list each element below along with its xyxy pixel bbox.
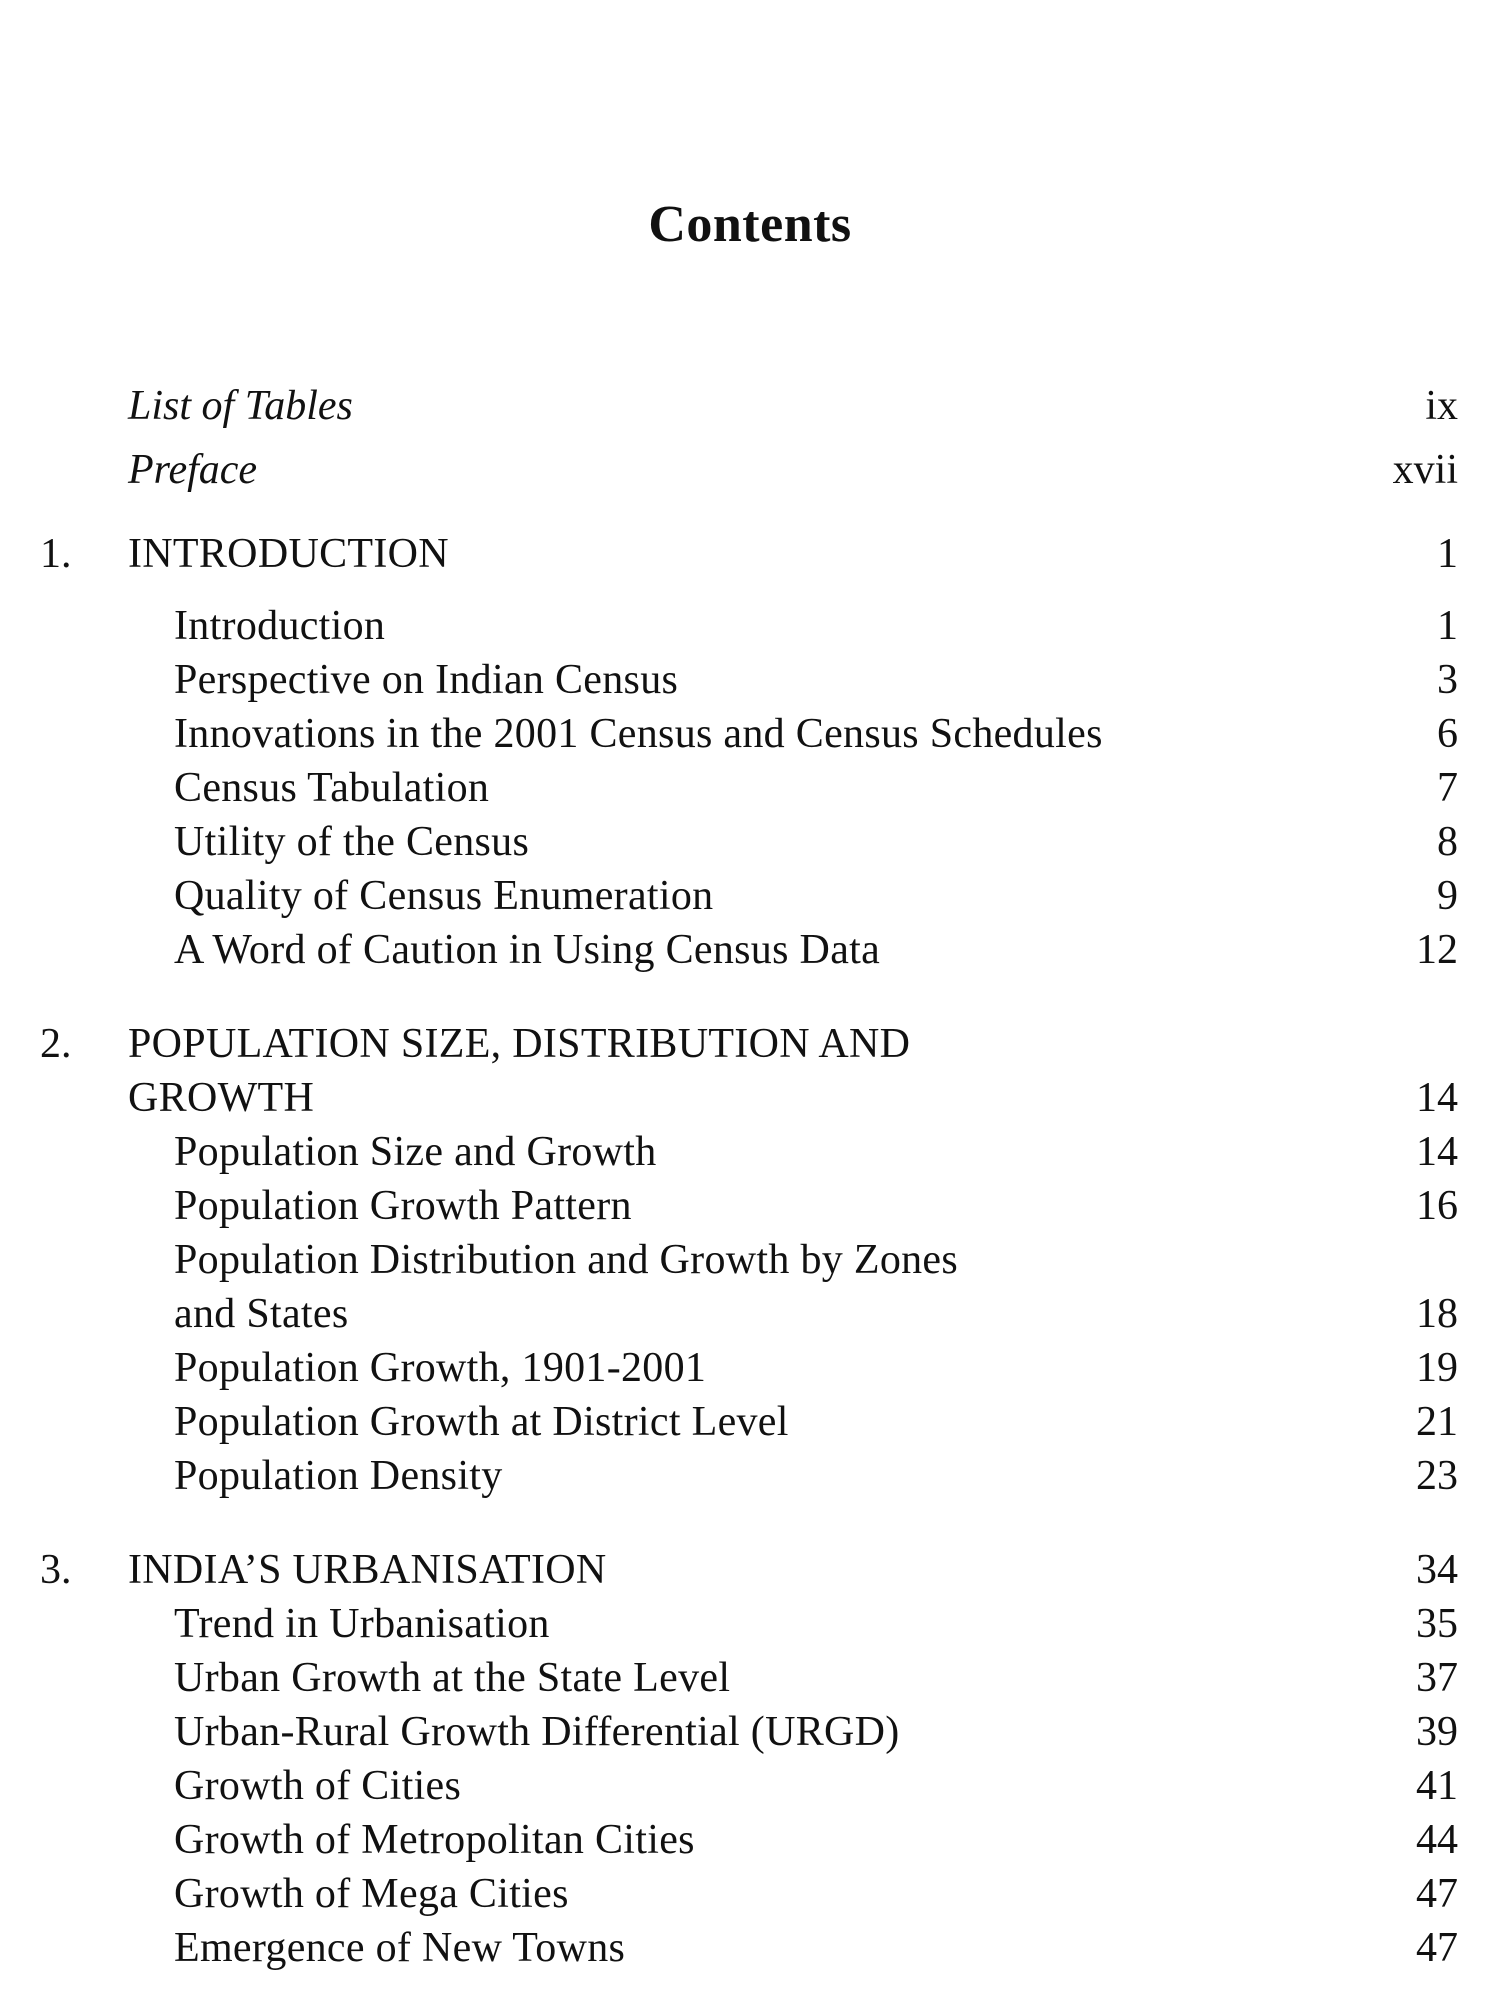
toc-section [0,1654,1500,1708]
section-label: Census Tabulation [174,765,490,811]
section-page: 41 [1416,1763,1458,1809]
section-label-line-2: and States [174,1291,349,1337]
toc-section [0,602,1500,656]
toc-entry-list-of-tables [0,382,1500,436]
toc-section [0,764,1500,818]
chapter-title: INDIA’S URBANISATION [128,1547,607,1593]
section-label: Growth of Cities [174,1763,462,1809]
chapter-heading-2-continued [0,1074,1500,1128]
toc-section [0,1762,1500,1816]
section-label: Population Growth Pattern [174,1183,632,1229]
chapter-title-line-2: GROWTH [128,1075,315,1121]
toc-section [0,1182,1500,1236]
toc-section-continued [0,1290,1500,1344]
section-page: 7 [1437,765,1458,811]
toc-entry-page: ix [1425,383,1458,429]
chapter-page: 1 [1437,531,1458,577]
toc-section [0,710,1500,764]
section-label: Perspective on Indian Census [174,657,679,703]
toc-section [0,1924,1500,1978]
section-page: 3 [1437,657,1458,703]
section-page: 18 [1416,1291,1458,1337]
toc-entry-preface [0,446,1500,500]
section-label: Urban-Rural Growth Differential (URGD) [174,1709,900,1755]
chapter-page: 14 [1416,1075,1458,1121]
toc-section [0,1344,1500,1398]
section-page: 16 [1416,1183,1458,1229]
section-label: Growth of Metropolitan Cities [174,1817,695,1863]
section-label: Introduction [174,603,386,649]
chapter-heading-2 [0,1020,1500,1074]
chapter-number: 1. [40,531,72,577]
section-label: Trend in Urbanisation [174,1601,550,1647]
toc-section [0,926,1500,980]
section-page: 39 [1416,1709,1458,1755]
chapter-heading-3 [0,1546,1500,1600]
chapter-title-line-1: POPULATION SIZE, DISTRIBUTION AND [128,1021,911,1067]
toc-section [0,656,1500,710]
toc-section [0,1236,1500,1290]
section-label: Population Density [174,1453,503,1499]
section-label: Growth of Mega Cities [174,1871,569,1917]
section-label: Utility of the Census [174,819,530,865]
section-label: Urban Growth at the State Level [174,1655,731,1701]
section-page: 21 [1416,1399,1458,1445]
toc-section [0,1452,1500,1506]
section-label: Population Growth at District Level [174,1399,789,1445]
section-page: 1 [1437,603,1458,649]
chapter-number: 3. [40,1547,72,1593]
toc-entry-page: xvii [1392,447,1458,493]
section-page: 8 [1437,819,1458,865]
chapter-heading-1 [0,530,1500,584]
chapter-number: 2. [40,1021,72,1067]
section-page: 23 [1416,1453,1458,1499]
section-page: 6 [1437,711,1458,757]
section-label: A Word of Caution in Using Census Data [174,927,881,973]
section-page: 9 [1437,873,1458,919]
section-label: Quality of Census Enumeration [174,873,714,919]
section-page: 35 [1416,1601,1458,1647]
section-page: 19 [1416,1345,1458,1391]
toc-section [0,1816,1500,1870]
toc-entry-label: List of Tables [128,383,353,429]
section-page: 37 [1416,1655,1458,1701]
page-title: Contents [648,196,852,253]
section-label: Innovations in the 2001 Census and Census Schedules [174,711,1103,757]
section-page: 12 [1416,927,1458,973]
toc-section [0,1870,1500,1924]
section-label: Population Size and Growth [174,1129,657,1175]
toc-section [0,1708,1500,1762]
toc-section [0,818,1500,872]
section-page: 14 [1416,1129,1458,1175]
section-page: 47 [1416,1925,1458,1971]
section-label: Emergence of New Towns [174,1925,626,1971]
section-label-line-1: Population Distribution and Growth by Zones [174,1237,959,1283]
toc-section [0,872,1500,926]
chapter-title: INTRODUCTION [128,531,449,577]
section-label: Population Growth, 1901-2001 [174,1345,707,1391]
toc-section [0,1128,1500,1182]
chapter-page: 34 [1416,1547,1458,1593]
toc-section [0,1398,1500,1452]
section-page: 47 [1416,1871,1458,1917]
section-page: 44 [1416,1817,1458,1863]
toc-section [0,1600,1500,1654]
toc-entry-label: Preface [128,447,258,493]
